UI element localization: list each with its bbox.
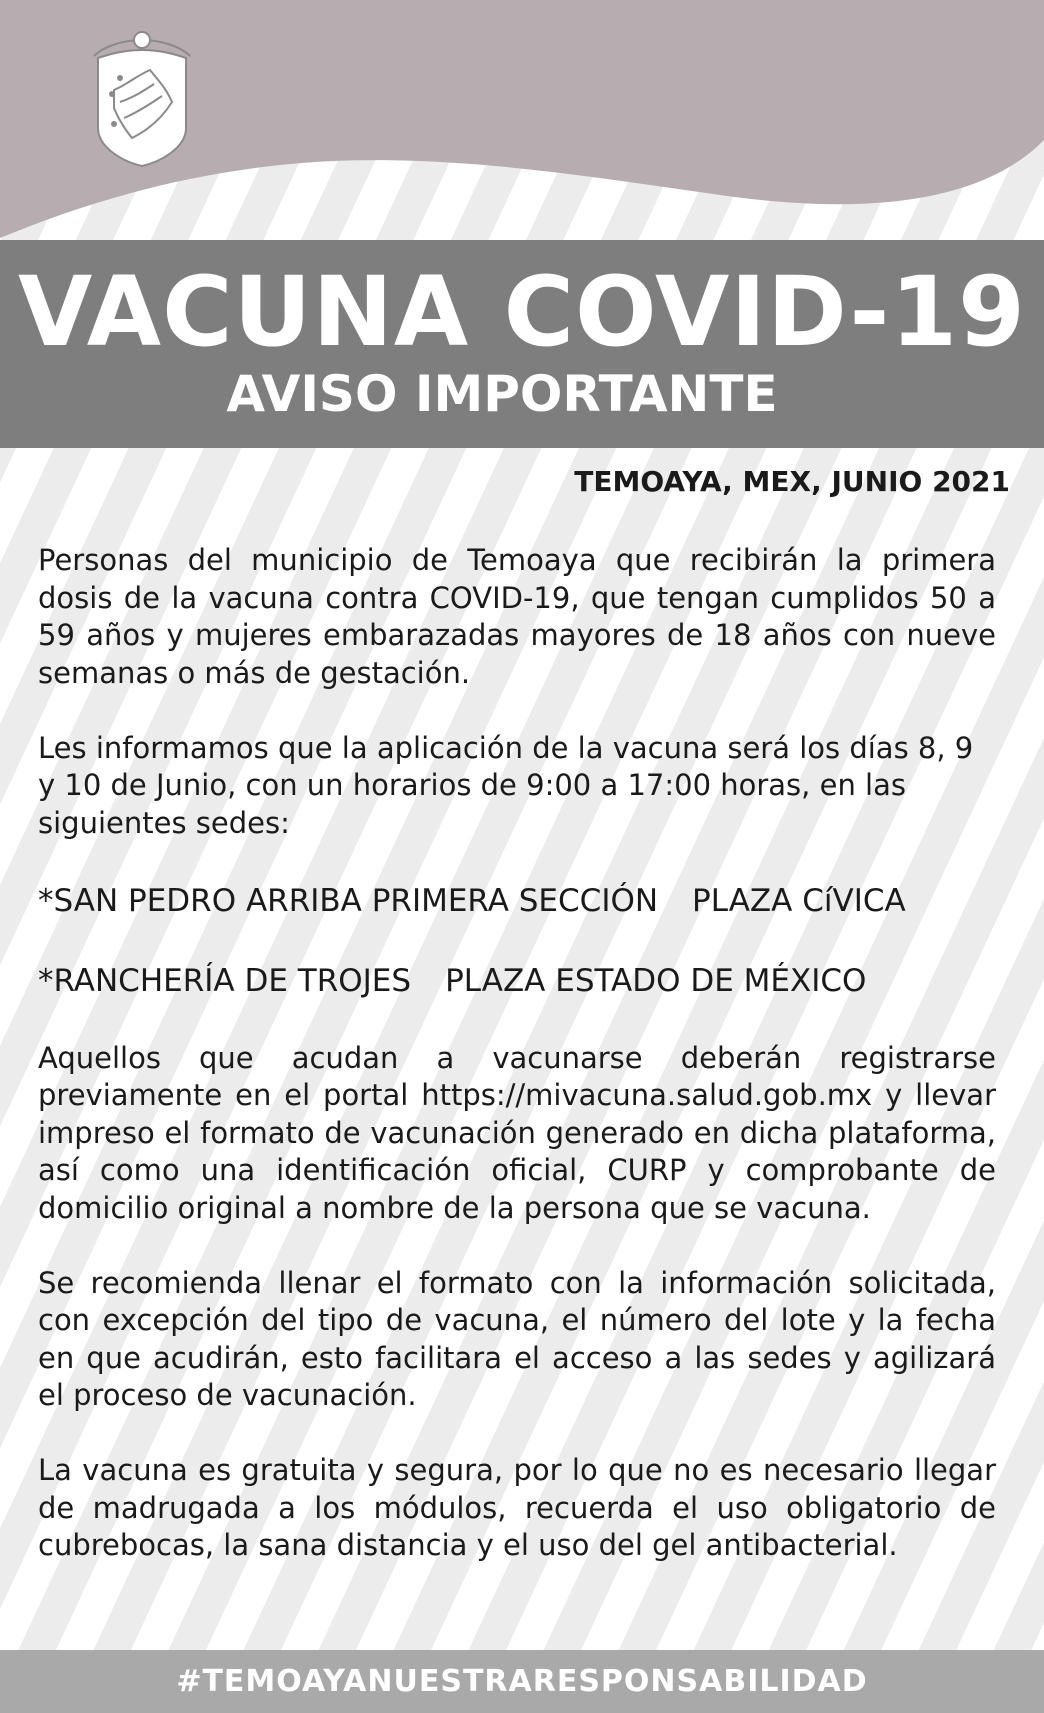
site-entry	[38, 880, 996, 922]
municipal-crest-icon	[84, 28, 200, 168]
page-subtitle: AVISO IMPORTANTE	[226, 365, 778, 423]
site-venue: PLAZA ESTADO DE MÉXICO	[445, 962, 867, 999]
paragraph-recommendation: Se recomienda llenar el formato con la información solicitada, con excepción del tipo de vacuna, el número del lote y la fecha en que acudirán, esto facilitara el acceso a las sedes y agilizará el proceso de vacunación.	[38, 1265, 996, 1412]
paragraph-safety: La vacuna es gratuita y segura, por lo que no es necesario llegar de madrugada a los módulos, recuerda el uso obligatorio de cubrebocas, la sana distancia y el uso del gel antibacterial.	[38, 1453, 996, 1562]
paragraph-registration: Aquellos que acudan a vacunarse deberán registrarse previamente en el portal https://mivacuna.salud.gob.mx y llevar impreso el formato de vacunación generado en dicha plataforma, así como una identificación oficial, CURP y comprobante de domicilio original a nombre de la persona que se vacuna.	[38, 1040, 996, 1225]
paragraph-schedule: Les informamos que la aplicación de la vacuna será los días 8, 9 y 10 de Junio, con un horarios de 9:00 a 17:00 horas, en las siguientes sedes:	[38, 730, 974, 840]
paragraph-eligibility: Personas del municipio de Temoaya que recibirán la primera dosis de la vacuna contra COVID-19, que tengan cumplidos 50 a 59 años y mujeres embarazadas mayores de 18 años con nueve semanas o más de gestación.	[38, 543, 996, 690]
site-place: *SAN PEDRO ARRIBA PRIMERA SECCIÓN	[38, 882, 659, 919]
notice-body	[38, 542, 996, 1602]
site-place: *RANCHERÍA DE TROJES	[38, 962, 412, 999]
location-date: TEMOAYA, MEX, JUNIO 2021	[574, 465, 1010, 498]
site-venue: PLAZA CíVICA	[692, 882, 906, 919]
footer-hashtag: #TEMOAYANUESTRARESPONSABILIDAD	[176, 1664, 868, 1699]
site-entry	[38, 960, 996, 1002]
page-title: VACUNA COVID-19	[18, 256, 1026, 368]
